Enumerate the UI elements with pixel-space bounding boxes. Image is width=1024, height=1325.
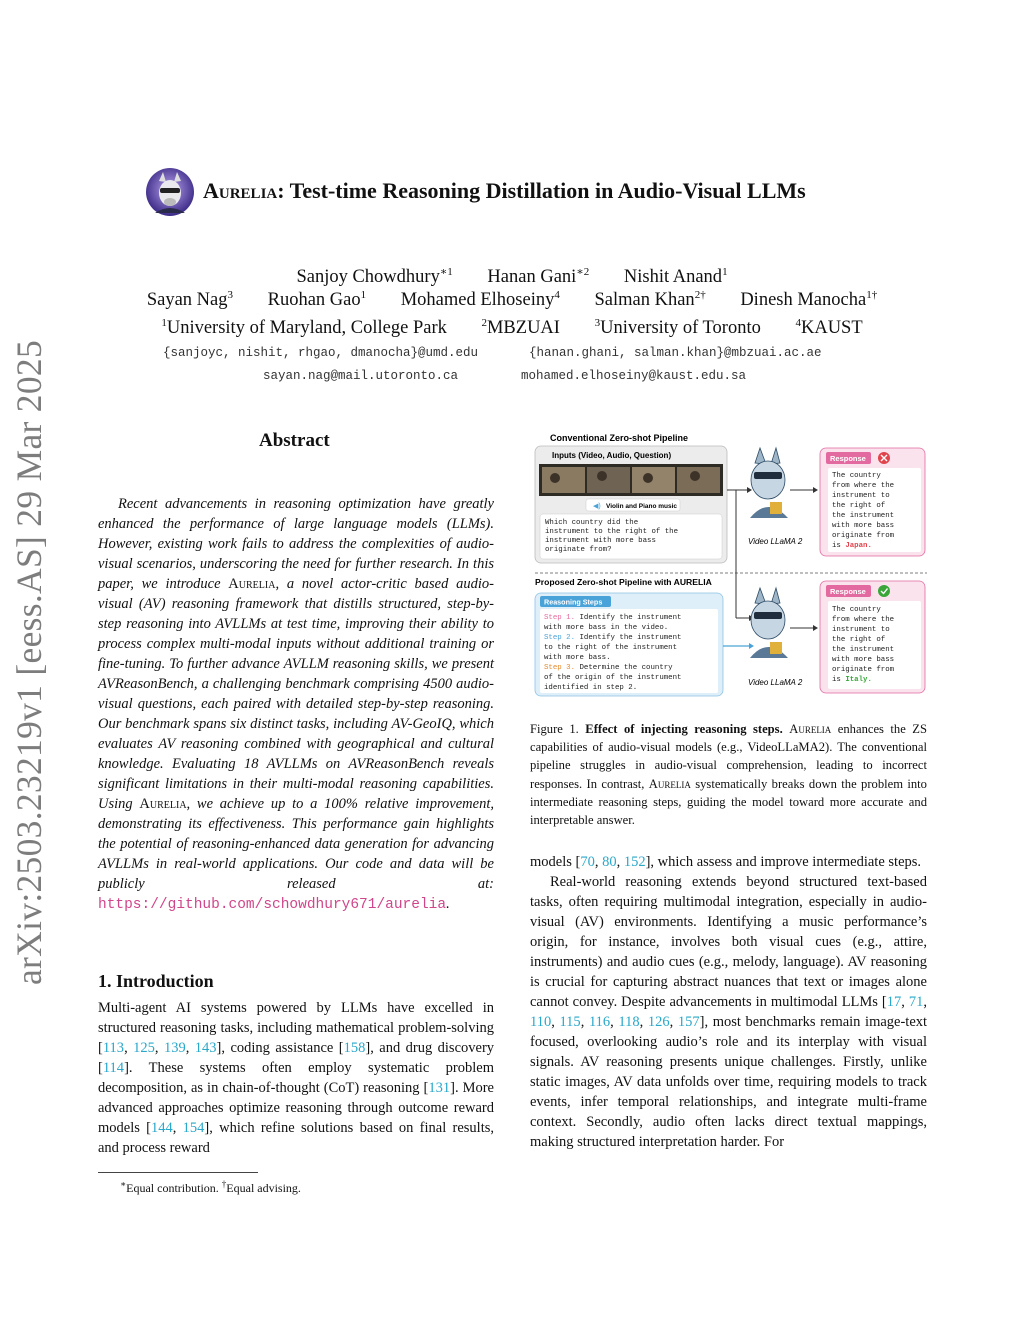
svg-text:the right of: the right of — [832, 502, 886, 510]
authors-row-1 — [0, 265, 1024, 288]
speaker-icon: ◀) — [593, 503, 601, 510]
right-column-text — [530, 852, 927, 1152]
affiliations — [0, 317, 1024, 339]
steps-label: Reasoning Steps — [544, 597, 603, 607]
paper-title: Aurelia: Test-time Reasoning Distillation in Audio-Visual LLMs — [203, 178, 806, 203]
citation[interactable]: 131 — [428, 1080, 451, 1096]
citation[interactable]: 80 — [602, 854, 617, 870]
author: Ruohan Gao$^1$ — [267, 289, 367, 311]
citation[interactable]: 70 — [580, 854, 595, 870]
citation[interactable]: 126 — [647, 1014, 670, 1030]
citation[interactable]: 118 — [618, 1014, 640, 1030]
citation[interactable]: 114 — [102, 1060, 125, 1076]
arrow-head-icon — [813, 625, 818, 631]
svg-text:with more bass in the video.: with more bass in the video. — [544, 624, 669, 632]
abstract-heading: Abstract — [259, 430, 330, 451]
model-label: Video LLaMA 2 — [748, 537, 803, 546]
svg-text:from where the: from where the — [832, 482, 895, 490]
figure-caption: Figure 1. Effect of injecting reasoning steps. Aurelia enhances the ZS capabilities of audio-visual models (e.g., VideoLLaMA2). The conventional pipeline struggles in audio-visual comprehension, leading to incorrect responses. In contrast, Aurelia systematically breaks down the problem into intermediate reasoning steps, guiding the model toward more accurate and interpretable answer. — [530, 722, 927, 828]
email-kaust: mohamed.elhoseiny@kaust.edu.sa — [521, 369, 747, 383]
proposed-pipeline-title: Proposed Zero-shot Pipeline with AURELIA — [535, 577, 712, 587]
email-mbzuai: {hanan.ghani, salman.khan}@mbzuai.ac.ae — [529, 346, 822, 360]
citation[interactable]: 125 — [133, 1040, 155, 1056]
llama-model-icon — [750, 448, 788, 518]
svg-text:instrument to the right of the: instrument to the right of the — [545, 528, 679, 536]
response-label: Response — [830, 587, 866, 596]
svg-text:of the origin of the instrumen: of the origin of the instrument — [544, 674, 682, 682]
citation[interactable]: 158 — [343, 1040, 366, 1056]
arrow-head-icon — [813, 487, 818, 493]
svg-text:Which country did the: Which country did the — [545, 519, 639, 527]
svg-text:originate from: originate from — [832, 532, 895, 540]
citation[interactable]: 144 — [151, 1120, 173, 1136]
author: Nishit Anand$^1$ — [623, 266, 728, 288]
svg-text:with more bass.: with more bass. — [544, 654, 611, 662]
conventional-pipeline-title: Conventional Zero-shot Pipeline — [550, 433, 689, 443]
citation[interactable]: 115 — [559, 1014, 581, 1030]
paragraph: models [70, 80, 152], which assess and improve intermediate steps. — [530, 854, 922, 870]
svg-text:the right of: the right of — [832, 636, 886, 644]
arxiv-stamp: arXiv:2503.23219v1 [eess.AS] 29 Mar 2025 — [9, 339, 49, 985]
model-label: Video LLaMA 2 — [748, 678, 803, 687]
svg-text:instrument to: instrument to — [832, 626, 890, 634]
svg-text:instrument to: instrument to — [832, 492, 890, 500]
citation[interactable]: 139 — [163, 1040, 186, 1056]
inputs-label: Inputs (Video, Audio, Question) — [552, 451, 672, 460]
svg-text:instrument with more bass: instrument with more bass — [545, 537, 656, 545]
author: Sayan Nag$^3$ — [146, 289, 233, 311]
svg-text:with more bass: with more bass — [832, 656, 895, 664]
author: Hanan Gani$^{∗2}$ — [487, 266, 590, 288]
citation[interactable]: 17 — [886, 994, 902, 1010]
video-frames — [539, 464, 723, 496]
svg-text:to the right of the instrument: to the right of the instrument — [544, 644, 678, 652]
svg-text:is Japan.: is Japan. — [832, 542, 872, 550]
abstract-text: Recent advancements in reasoning optimization have greatly enhanced the performance of large language models (LLMs). However, existing work fails to address the complexities of audio-visual scenarios, underscoring the need for further research. In this paper, we introduce Aurelia, a novel actor-critic based audio-visual (AV) reasoning framework that distills structured, step-by-step reasoning into AVLLMs at test time, improving their ability to process complex multi-modal inputs without additional training or fine-tuning. To further advance AVLLM reasoning skills, we present AVReasonBench, a challenging benchmark comprising 4500 audio-visual questions, each paired with detailed step-by-step reasoning. Our benchmark spans six distinct tasks, including AV-GeoIQ, which evaluates AV reasoning combined with geographical and cultural knowledge. Evaluating 18 AVLLMs on AVReasonBench reveals significant limitations in their multi-modal reasoning capabilities. Using Aurelia, we achieve up to a 100% relative improvement, demonstrating its effectiveness. This performance gain highlights the potential of reasoning-enhanced data generation for advancing AVLLMs in real-world applications. Our code and data will be publicly released at: https://github.com/schowdhury671/aurelia. — [98, 496, 494, 913]
citation[interactable]: 71 — [908, 994, 924, 1010]
email-toronto: sayan.nag@mail.utoronto.ca — [263, 369, 459, 383]
code-link[interactable]: https://github.com/schowdhury671/aurelia — [98, 897, 447, 913]
section-heading-introduction: 1. Introduction — [98, 971, 214, 991]
authors-row-2 — [0, 289, 1024, 311]
audio-label: Violin and Piano music — [606, 503, 678, 510]
svg-text:the instrument: the instrument — [832, 512, 895, 520]
svg-text:Step 2. Identify the instrumen: Step 2. Identify the instrument — [544, 634, 682, 642]
svg-text:from where the: from where the — [832, 616, 895, 624]
citation[interactable]: 113 — [102, 1040, 125, 1056]
author: Sanjoy Chowdhury$^{∗1}$ — [296, 266, 453, 288]
check-icon — [878, 585, 890, 597]
citation[interactable]: 110 — [530, 1014, 552, 1030]
arrow-head-icon — [747, 487, 752, 493]
footnote: ∗Equal contribution. †Equal advising. — [120, 1179, 301, 1195]
svg-text:The country: The country — [832, 472, 881, 480]
svg-text:the instrument: the instrument — [832, 646, 895, 654]
author: Mohamed Elhoseiny$^4$ — [400, 289, 560, 311]
svg-text:Step 1. Identify the instrumen: Step 1. Identify the instrument — [544, 614, 682, 622]
affiliation: $^1$University of Maryland, College Park — [161, 317, 447, 339]
svg-text:originate from?: originate from? — [545, 546, 612, 554]
svg-text:Step 3. Determine the country: Step 3. Determine the country — [544, 664, 673, 672]
citation[interactable]: 152 — [623, 854, 646, 870]
author: Dinesh Manocha$^{1\dagger}$ — [740, 289, 878, 311]
citation[interactable]: 157 — [677, 1014, 700, 1030]
response-label: Response — [830, 454, 866, 463]
citation[interactable]: 143 — [194, 1040, 217, 1056]
email-umd: {sanjoyc, nishit, rhgao, dmanocha}@umd.edu — [163, 346, 479, 360]
figure-1 — [530, 428, 930, 708]
footnote-rule — [98, 1172, 258, 1173]
affiliation: $^2$MBZUAI — [481, 317, 560, 339]
citation[interactable]: 154 — [182, 1120, 205, 1136]
svg-text:The country: The country — [832, 606, 881, 614]
affiliation: $^3$University of Toronto — [594, 317, 761, 339]
citation[interactable]: 116 — [588, 1014, 611, 1030]
paragraph: Real-world reasoning extends beyond structured text-based tasks, often requiring multimodal integration, especially in audio-visual (AV) environments. Identifying a music performance’s origin, for instance, involves both visual cues (e.g., attire, instruments) and audio cues (e.g., melody, language). AV reasoning is crucial for capturing abstract nuances that text or images alone cannot convey. Despite advancements in multimodal LLMs [17, 71, 110, 115, 116, 118, 126, 157], most benchmarks remain image-text focused, overlooking audio’s role and its interplay with visual signals. AV reasoning presents unique challenges. Firstly, unlike static images, AV data unfolds over time, requiring models to track events, infer temporal relationships, and integrate multi-frame context. Secondly, audio often lacks direct textual mappings, making structured interpretation harder. For — [530, 874, 928, 1150]
aurelia-logo-icon — [145, 167, 195, 217]
svg-text:with more bass: with more bass — [832, 522, 895, 530]
intro-paragraph: Multi-agent AI systems powered by LLMs have excelled in structured reasoning tasks, including mathematical problem-solving [113, 125, 139, 143], coding assistance [158], and drug discovery [114]. These systems often employ systematic problem decomposition, as in chain-of-thought (CoT) reasoning [131]. More advanced approaches optimize reasoning through outcome reward models [144, 154], which refine solutions based on final results, and process reward — [98, 1000, 495, 1156]
svg-text:is Italy.: is Italy. — [832, 676, 872, 684]
svg-text:identified in step 2.: identified in step 2. — [544, 684, 638, 692]
affiliation: $^4$KAUST — [795, 317, 863, 339]
svg-text:originate from: originate from — [832, 666, 895, 674]
author: Salman Khan$^{2\dagger}$ — [594, 289, 706, 311]
llama-model-icon — [750, 588, 788, 658]
